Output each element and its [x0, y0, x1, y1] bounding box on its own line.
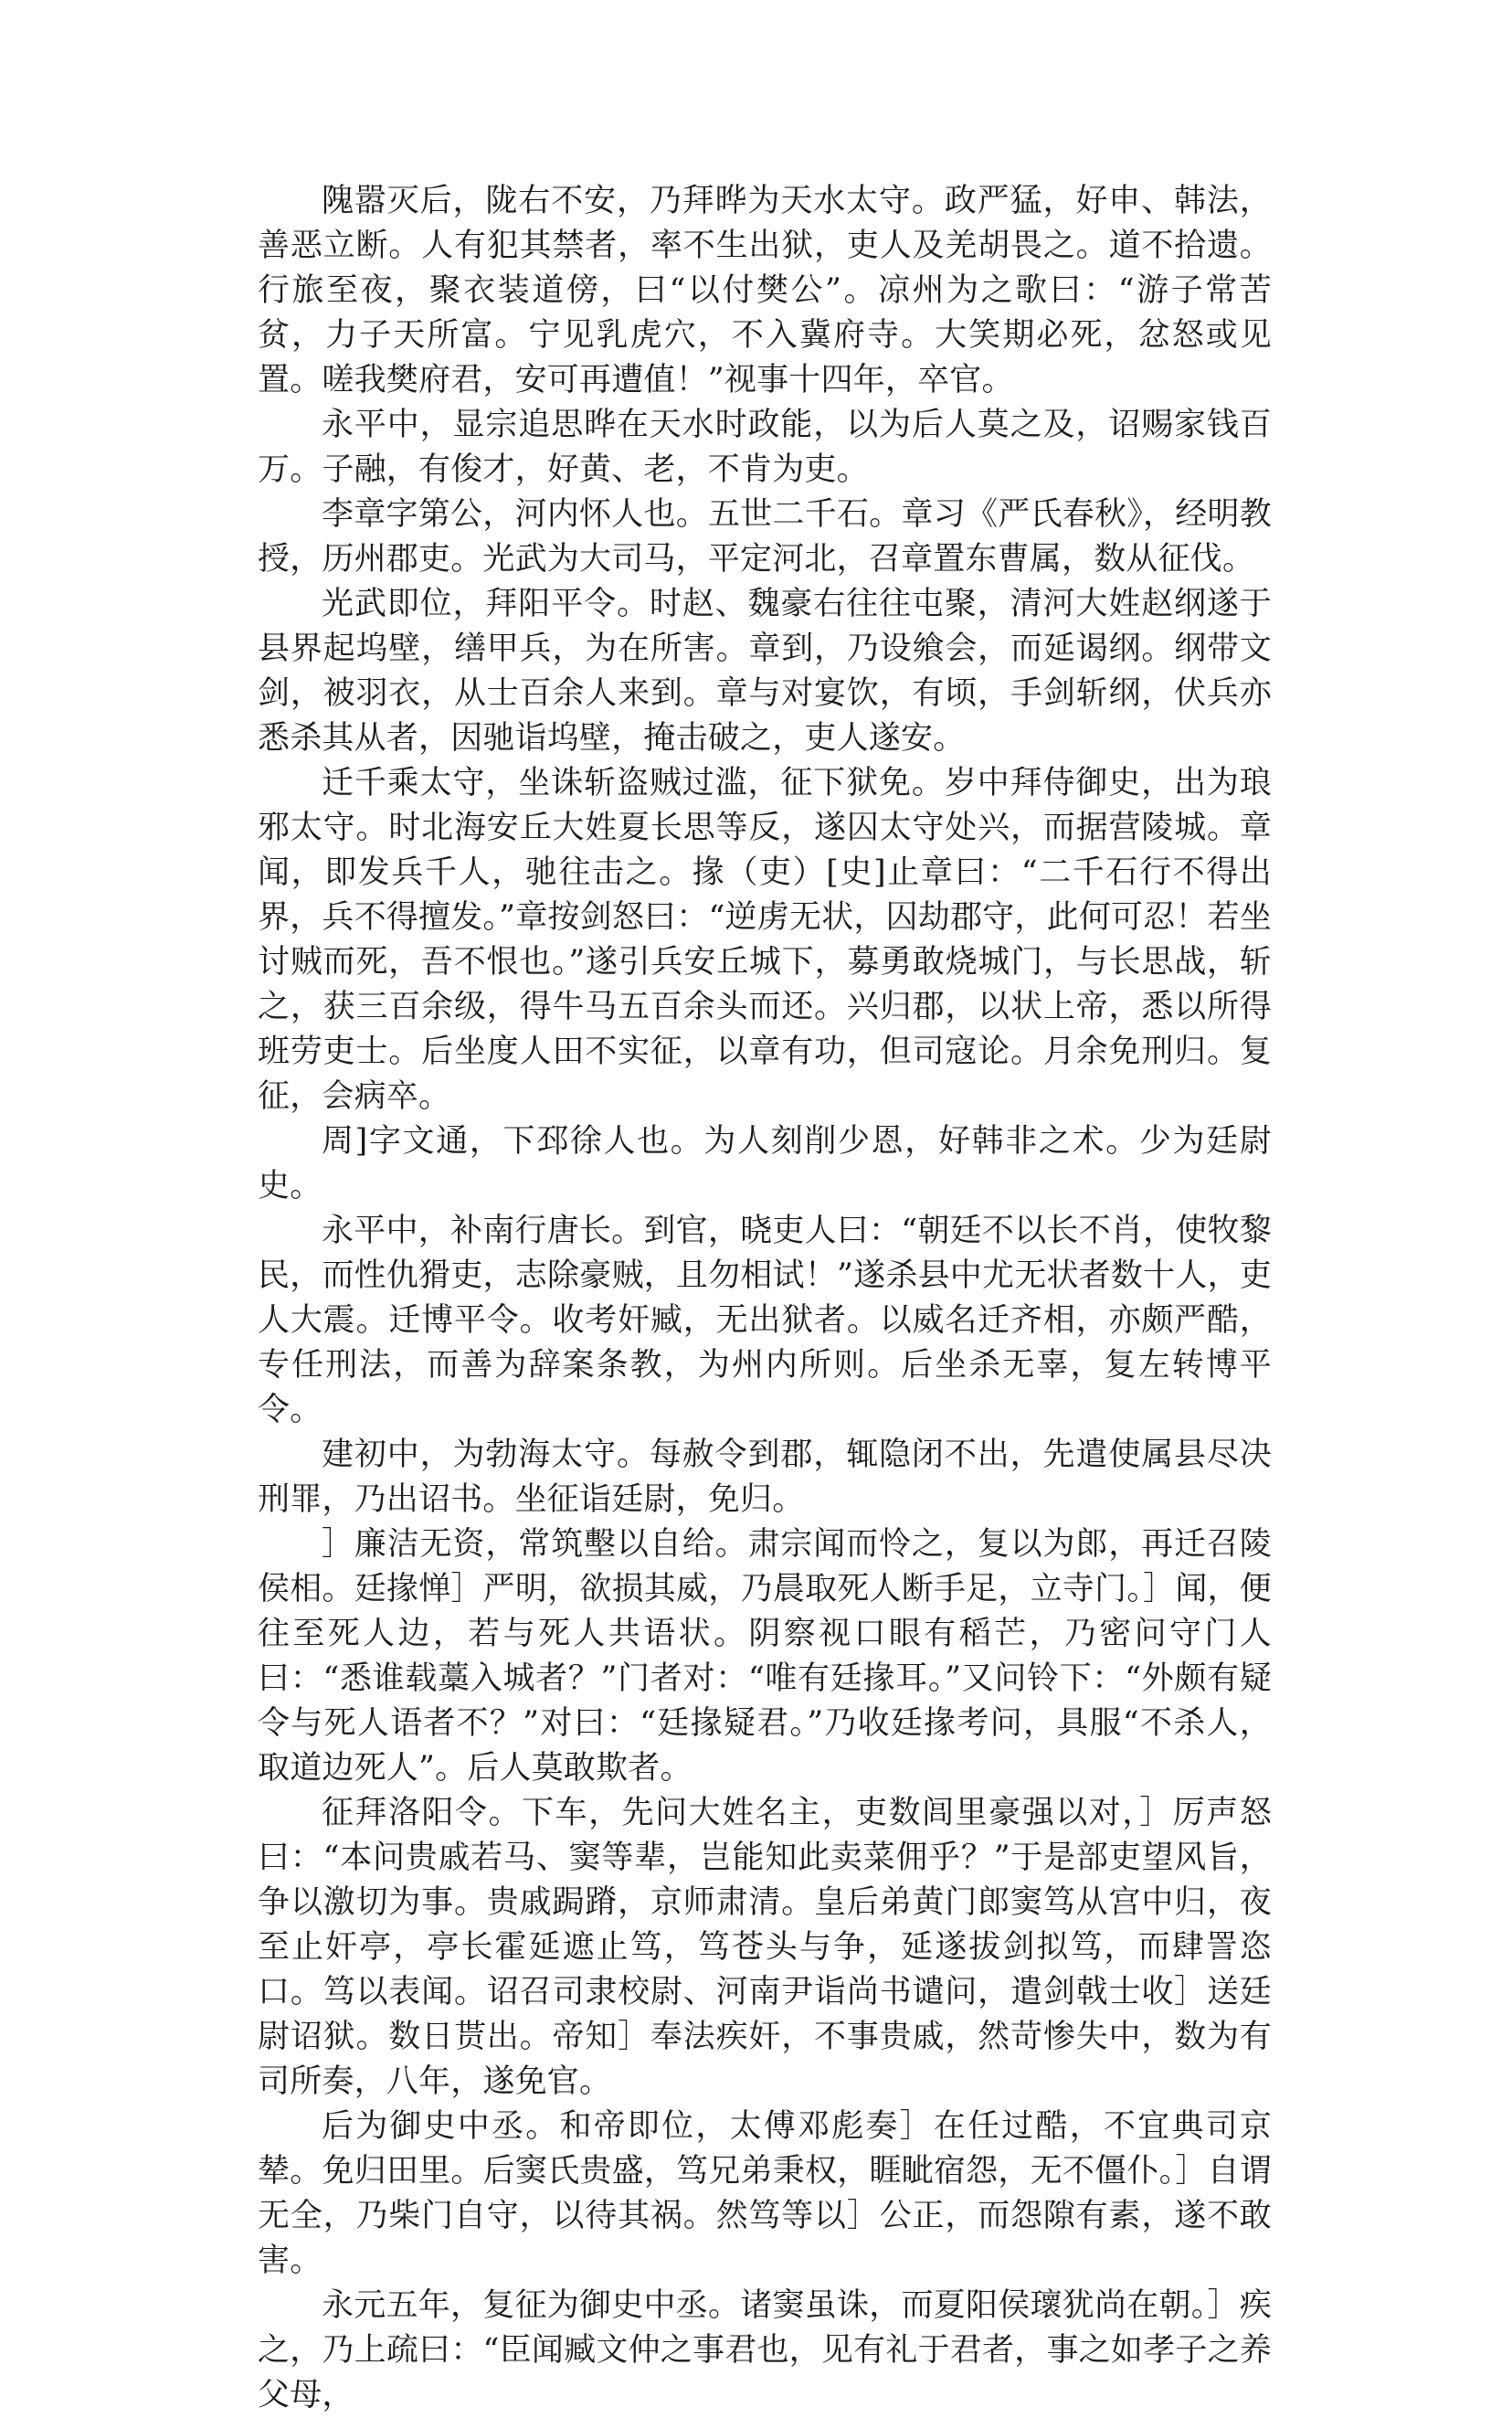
body-text	[258, 179, 1272, 2418]
paragraph: 建初中，为勃海太守。每赦令到郡，辄隐闭不出，先遣使属县尽决刑罪，乃出诏书。坐征诣廷尉，免归。	[258, 1437, 1272, 1518]
paragraph: 光武即位，拜阳平令。时赵、魏豪右往往屯聚，清河大姓赵纲遂于县界起坞壁，缮甲兵，为在所害。章到，乃设飨会，而延谒纲。纲带文剑，被羽衣，从士百余人来到。章与对宴饮，有顷，手剑斩纲，伏兵亦悉杀其从者，因驰诣坞壁，掩击破之，吏人遂安。	[258, 586, 1272, 757]
paragraph: ］廉洁无资，常筑墼以自给。肃宗闻而怜之，复以为郎，再迁召陵侯相。廷掾惮］严明，欲损其威，乃晨取死人断手足，立寺门。］闻，便往至死人边，若与死人共语状。阴察视口眼有稻芒，乃密问守门人曰：“悉谁载藁入城者？”门者对：“唯有廷掾耳。”又问铃下：“外颇有疑令与死人语者不？”对曰：“廷掾疑君。”乃收廷掾考问，具服“不杀人，取道边死人”。后人莫敢欺者。	[258, 1526, 1272, 1787]
paragraph: 征拜洛阳令。下车，先问大姓名主，吏数闾里豪强以对，］厉声怒曰：“本问贵戚若马、窦等辈，岂能知此卖菜佣乎？”于是部吏望风旨，争以激切为事。贵戚跼蹐，京师肃清。皇后弟黄门郎窦笃从宫中归，夜至止奸亭，亭长霍延遮止笃，笃苍头与争，延遂拔剑拟笃，而肆詈恣口。笃以表闻。诏召司隶校尉、河南尹诣尚书谴问，遣剑戟士收］送廷尉诏狱。数日贳出。帝知］奉法疾奸，不事贵戚，然苛惨失中，数为有司所奏，八年，遂免官。	[258, 1795, 1272, 2100]
paragraph: 隗嚣灭后，陇右不安，乃拜晔为天水太守。政严猛，好申、韩法，善恶立断。人有犯其禁者，率不生出狱，吏人及羌胡畏之。道不拾遗。行旅至夜，聚衣装道傍，曰“以付樊公”。凉州为之歌曰：“游子常苦贫，力子天所富。宁见乳虎穴，不入冀府寺。大笑期必死，忿怒或见置。嗟我樊府君，安可再遭值！”视事十四年，卒官。	[258, 183, 1272, 398]
paragraph: 李章字第公，河内怀人也。五世二千石。章习《严氏春秋》，经明教授，历州郡吏。光武为大司马，平定河北，召章置东曹属，数从征伐。	[258, 496, 1272, 578]
paragraph: 迁千乘太守，坐诛斩盗贼过滥，征下狱免。岁中拜侍御史，出为琅邪太守。时北海安丘大姓夏长思等反，遂囚太守处兴，而据营陵城。章闻，即发兵千人，驰往击之。掾（吏）[史]止章曰：“二千石行不得出界，兵不得擅发。”章按剑怒曰：“逆虏无状，囚劫郡守，此何可忍！若坐讨贼而死，吾不恨也。”遂引兵安丘城下，募勇敢烧城门，与长思战，斩之，获三百余级，得牛马五百余头而还。兴归郡，以状上帝，悉以所得班劳吏士。后坐度人田不实征，以章有功，但司寇论。月余免刑归。复征，会病卒。	[258, 765, 1272, 1115]
paragraph: 后为御史中丞。和帝即位，太傅邓彪奏］在任过酷，不宜典司京辇。免归田里。后窦氏贵盛，笃兄弟秉权，睚眦宿怨，无不僵仆。］自谓无全，乃柴门自守，以待其祸。然笃等以］公正，而怨隙有素，遂不敢害。	[258, 2108, 1272, 2279]
paragraph: 永平中，补南行唐长。到官，晓吏人曰：“朝廷不以长不肖，使牧黎民，而性仇猾吏，志除豪贼，且勿相试！”遂杀县中尤无状者数十人，吏人大震。迁博平令。收考奸臧，无出狱者。以威名迁齐相，亦颇严酷，专任刑法，而善为辞案条教，为州内所则。后坐杀无辜，复左转博平令。	[258, 1213, 1272, 1428]
paragraph: 永元五年，复征为御史中丞。诸窦虽诛，而夏阳侯瓌犹尚在朝。］疾之，乃上疏曰：“臣闻臧文仲之事君也，见有礼于君者，事之如孝子之养父母，	[258, 2287, 1272, 2413]
paragraph: 永平中，显宗追思晔在天水时政能，以为后人莫之及，诏赐家钱百万。子融，有俊才，好黄、老，不肯为吏。	[258, 407, 1272, 488]
paragraph: 周]字文通，下邳徐人也。为人刻削少恩，好韩非之术。少为廷尉史。	[258, 1123, 1272, 1204]
